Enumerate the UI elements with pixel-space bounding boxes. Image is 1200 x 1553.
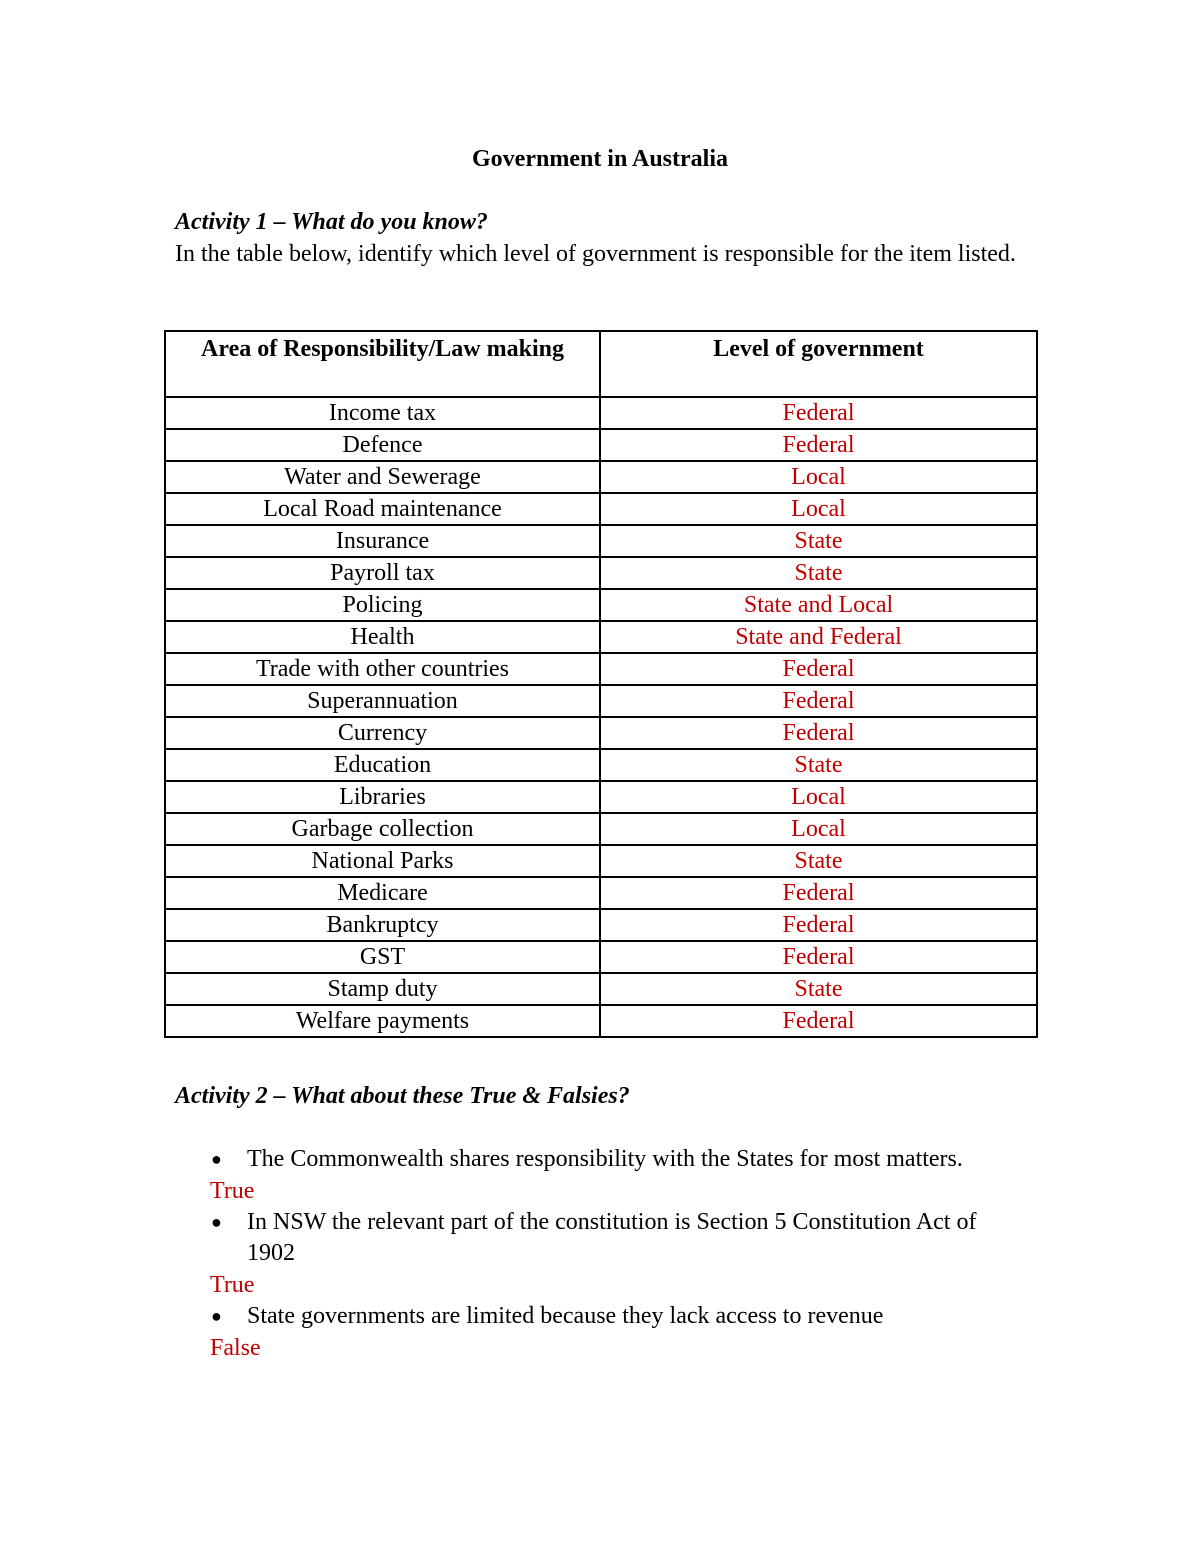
level-cell: Federal bbox=[600, 1005, 1037, 1037]
table-row bbox=[165, 621, 1037, 653]
area-cell: Stamp duty bbox=[165, 973, 600, 1005]
area-cell: Bankruptcy bbox=[165, 909, 600, 941]
area-cell: National Parks bbox=[165, 845, 600, 877]
table-row bbox=[165, 397, 1037, 429]
table-row bbox=[165, 909, 1037, 941]
statement-text: State governments are limited because they lack access to revenue bbox=[247, 1303, 884, 1329]
bullet-icon: ● bbox=[211, 1306, 222, 1326]
level-cell: State bbox=[600, 525, 1037, 557]
list-item bbox=[211, 1301, 1021, 1364]
area-cell: Education bbox=[165, 749, 600, 781]
statement-item bbox=[211, 1144, 1021, 1175]
area-cell: Income tax bbox=[165, 397, 600, 429]
area-cell: GST bbox=[165, 941, 600, 973]
area-cell: Libraries bbox=[165, 781, 600, 813]
table-row bbox=[165, 589, 1037, 621]
area-cell: Water and Sewerage bbox=[165, 461, 600, 493]
area-cell: Garbage collection bbox=[165, 813, 600, 845]
answer-text: False bbox=[210, 1335, 261, 1361]
level-cell: Federal bbox=[600, 717, 1037, 749]
level-cell: Local bbox=[600, 813, 1037, 845]
statement-item bbox=[211, 1207, 1021, 1269]
area-cell: Health bbox=[165, 621, 600, 653]
table-body bbox=[165, 397, 1037, 1037]
level-cell: Local bbox=[600, 781, 1037, 813]
area-cell: Policing bbox=[165, 589, 600, 621]
area-cell: Insurance bbox=[165, 525, 600, 557]
table-row bbox=[165, 749, 1037, 781]
table-row bbox=[165, 877, 1037, 909]
level-cell: State and Federal bbox=[600, 621, 1037, 653]
table-row bbox=[165, 493, 1037, 525]
statement-text: In NSW the relevant part of the constitution is Section 5 Constitution Act of 1902 bbox=[247, 1209, 977, 1266]
area-cell: Local Road maintenance bbox=[165, 493, 600, 525]
table-row bbox=[165, 973, 1037, 1005]
table-row bbox=[165, 685, 1037, 717]
area-cell: Currency bbox=[165, 717, 600, 749]
area-cell: Welfare payments bbox=[165, 1005, 600, 1037]
bullet-icon: ● bbox=[211, 1149, 222, 1169]
table-row bbox=[165, 781, 1037, 813]
table-row bbox=[165, 525, 1037, 557]
activity-1-heading: Activity 1 – What do you know? bbox=[175, 209, 488, 235]
answer-text: True bbox=[210, 1272, 255, 1298]
level-cell: Federal bbox=[600, 685, 1037, 717]
list-item bbox=[211, 1207, 1021, 1301]
column-header-area: Area of Responsibility/Law making bbox=[165, 331, 600, 397]
column-header-level: Level of government bbox=[600, 331, 1037, 397]
table-row bbox=[165, 653, 1037, 685]
level-cell: Local bbox=[600, 461, 1037, 493]
page-title: Government in Australia bbox=[472, 146, 728, 172]
level-cell: State bbox=[600, 845, 1037, 877]
table-row bbox=[165, 557, 1037, 589]
statement-item bbox=[211, 1301, 1021, 1332]
level-cell: Local bbox=[600, 493, 1037, 525]
table-row bbox=[165, 845, 1037, 877]
table-row bbox=[165, 717, 1037, 749]
table-row bbox=[165, 813, 1037, 845]
level-cell: Federal bbox=[600, 429, 1037, 461]
activity-1-instructions: In the table below, identify which level of government is responsible for the item listed. bbox=[175, 241, 1016, 267]
level-cell: State and Local bbox=[600, 589, 1037, 621]
level-cell: Federal bbox=[600, 941, 1037, 973]
area-cell: Medicare bbox=[165, 877, 600, 909]
statement-text: The Commonwealth shares responsibility with the States for most matters. bbox=[247, 1146, 963, 1172]
bullet-icon: ● bbox=[211, 1212, 222, 1232]
area-cell: Superannuation bbox=[165, 685, 600, 717]
level-cell: Federal bbox=[600, 877, 1037, 909]
area-cell: Payroll tax bbox=[165, 557, 600, 589]
level-cell: State bbox=[600, 749, 1037, 781]
table-row bbox=[165, 461, 1037, 493]
level-cell: State bbox=[600, 973, 1037, 1005]
responsibility-table bbox=[164, 330, 1038, 1038]
area-cell: Defence bbox=[165, 429, 600, 461]
activity-2-heading: Activity 2 – What about these True & Falsies? bbox=[175, 1083, 630, 1109]
area-cell: Trade with other countries bbox=[165, 653, 600, 685]
list-item bbox=[211, 1144, 1021, 1207]
table-row bbox=[165, 941, 1037, 973]
level-cell: Federal bbox=[600, 397, 1037, 429]
table-row bbox=[165, 429, 1037, 461]
level-cell: Federal bbox=[600, 653, 1037, 685]
table-header-row bbox=[165, 331, 1037, 397]
answer-text: True bbox=[210, 1178, 255, 1204]
level-cell: Federal bbox=[600, 909, 1037, 941]
true-false-list bbox=[211, 1144, 1021, 1364]
table-row bbox=[165, 1005, 1037, 1037]
level-cell: State bbox=[600, 557, 1037, 589]
